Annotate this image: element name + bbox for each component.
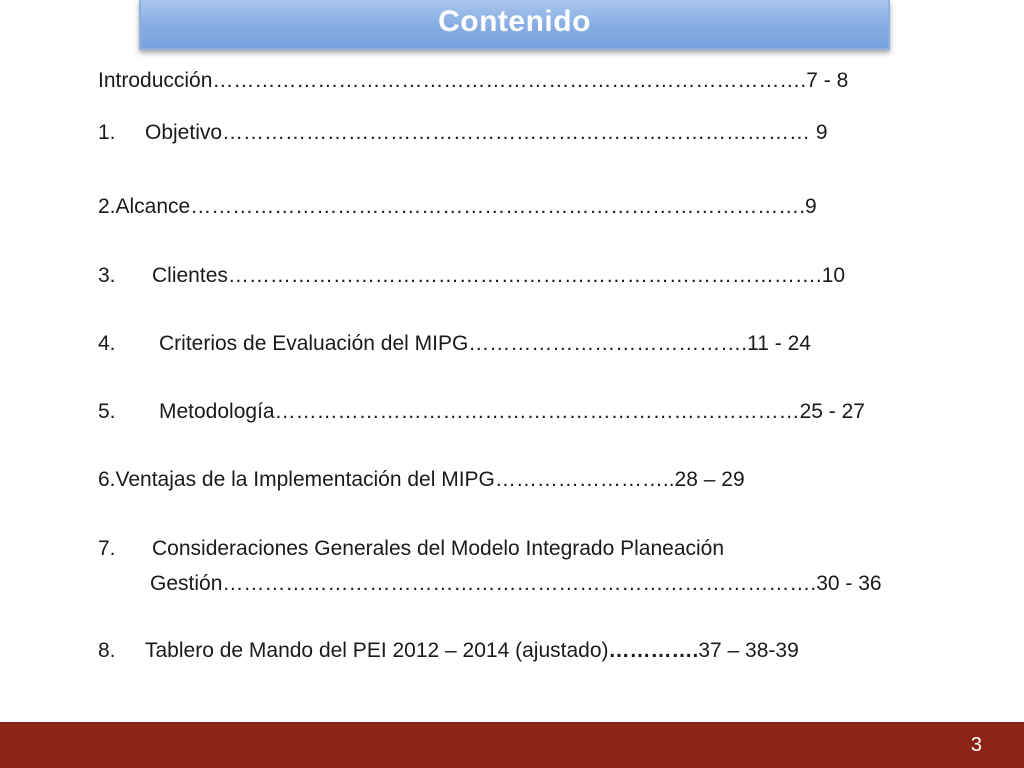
toc-entry-3 bbox=[98, 263, 846, 289]
toc-entry-5-number: 5. bbox=[98, 400, 116, 423]
footer-bar bbox=[0, 722, 1024, 768]
toc-entry-7 bbox=[98, 536, 725, 562]
toc-entry-3-number: 3. bbox=[98, 264, 116, 287]
toc-entry-5 bbox=[98, 399, 865, 425]
toc-entry-5-text: Metodología…………………………………………………………………25 - 27 bbox=[159, 400, 865, 423]
toc-entry-7-text-line1: Consideraciones Generales del Modelo Integrado Planeación bbox=[152, 537, 725, 560]
toc-entry-8-leader: …………. bbox=[608, 639, 699, 662]
toc-entry-intro-text: Introducción………………………………………………………………………….7 - 8 bbox=[98, 69, 849, 92]
title-banner bbox=[139, 0, 890, 50]
toc-entry-6 bbox=[98, 467, 745, 493]
toc-entry-4 bbox=[98, 331, 811, 357]
toc-entry-1 bbox=[98, 120, 828, 146]
toc-entry-3-text: Clientes………………………………………………………………………….10 bbox=[152, 264, 846, 287]
toc-entry-8-content bbox=[145, 638, 799, 664]
toc-entry-2-text: 2.Alcance…………………………………………………………………………….9 bbox=[98, 195, 817, 218]
toc-entry-4-number: 4. bbox=[98, 332, 116, 355]
toc-entry-8-number: 8. bbox=[98, 639, 116, 662]
toc-entry-8-text: Tablero de Mando del PEI 2012 – 2014 (ajustado) bbox=[145, 639, 609, 662]
page-number: 3 bbox=[970, 734, 982, 756]
toc-entry-4-text: Criterios de Evaluación del MIPG………………………………….11 - 24 bbox=[159, 332, 811, 355]
toc-entry-1-number: 1. bbox=[98, 121, 116, 144]
page-title: Contenido bbox=[438, 5, 591, 38]
toc-entry-7-number: 7. bbox=[98, 537, 116, 560]
toc-entry-intro bbox=[98, 68, 848, 94]
toc-entry-6-text: 6.Ventajas de la Implementación del MIPG……………………..28 – 29 bbox=[98, 468, 745, 491]
toc-entry-8 bbox=[98, 638, 799, 664]
toc-entry-1-text: Objetivo………………………………………………………………………… 9 bbox=[145, 121, 828, 144]
toc-entry-8-pages: 37 – 38-39 bbox=[698, 639, 799, 662]
toc-entry-2 bbox=[98, 194, 817, 220]
toc-entry-7-continuation bbox=[150, 571, 882, 597]
toc-entry-7-text-line2: Gestión………………………………………………………………………….30 - 36 bbox=[150, 572, 882, 595]
